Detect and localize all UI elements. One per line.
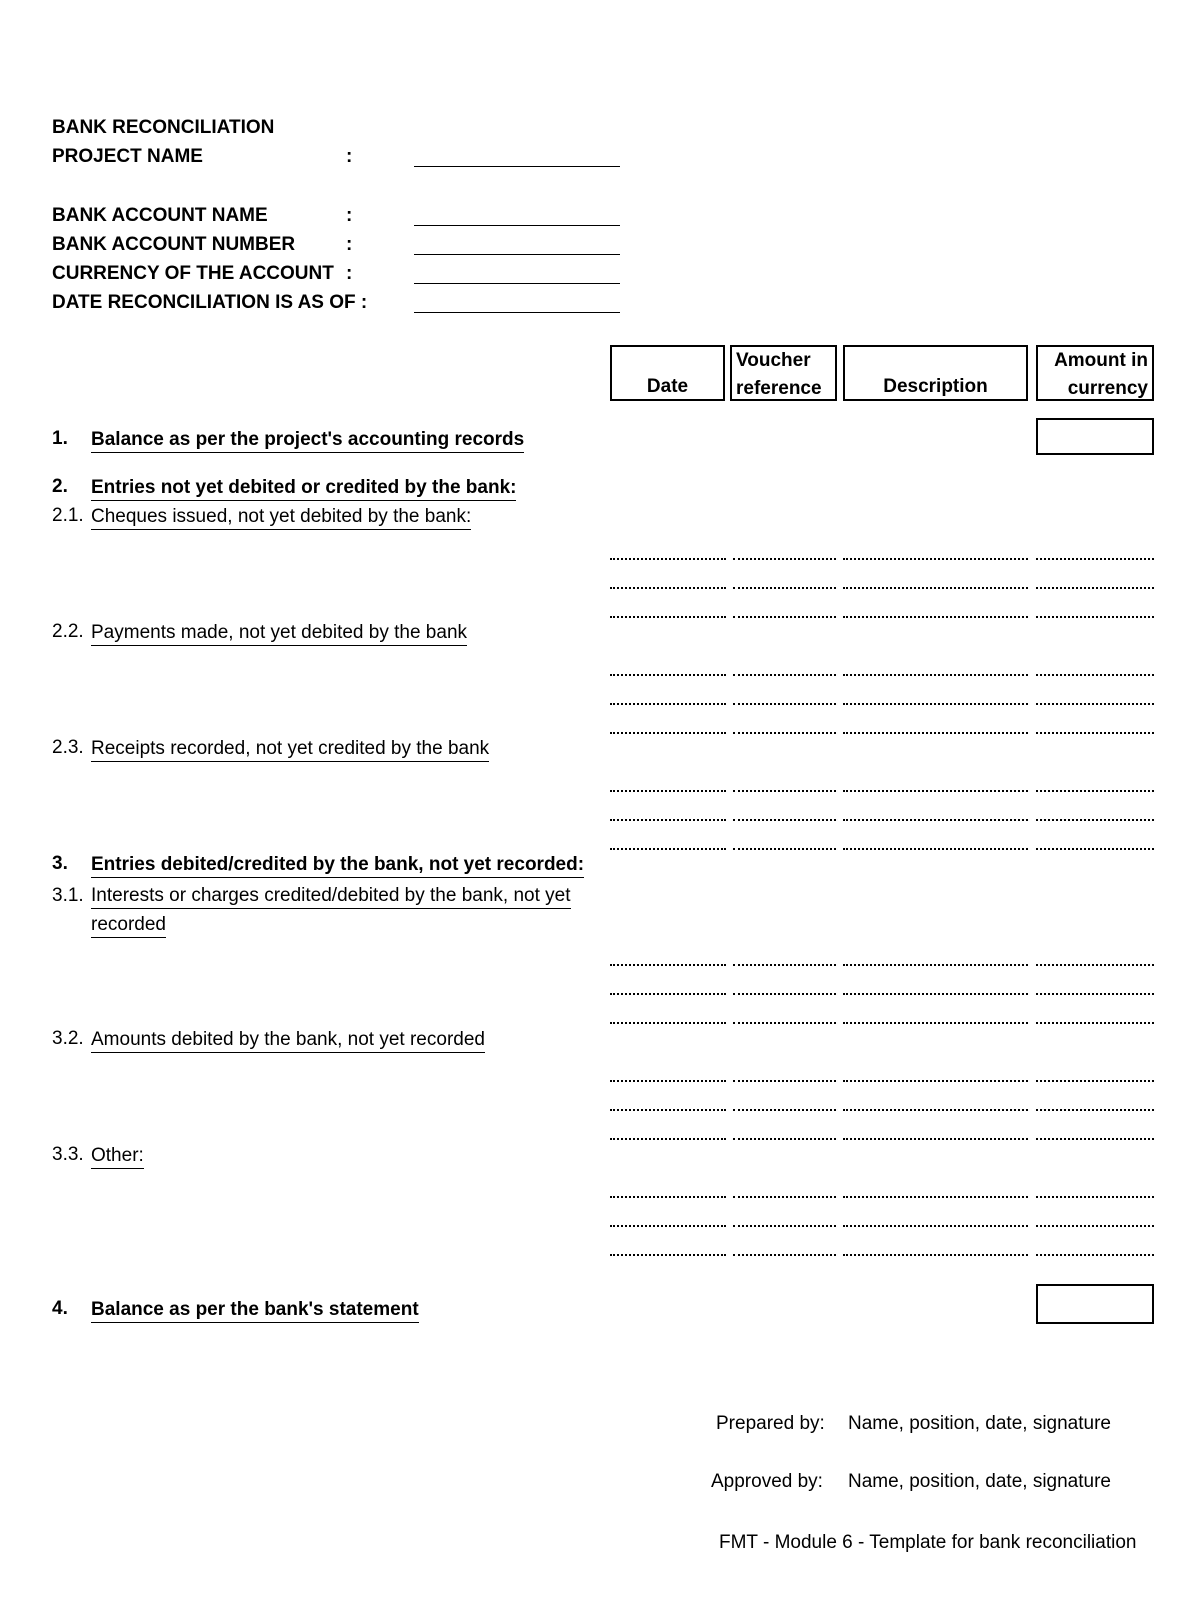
entry-2-2-row-2-voucher-field[interactable] [733,703,836,705]
currency-label: CURRENCY OF THE ACCOUNT [52,263,334,284]
entry-3-2-row-1-voucher-field[interactable] [733,1080,836,1082]
entry-3-3-row-2-date-field[interactable] [610,1225,726,1227]
column-amount-line2: currency [1067,378,1148,399]
entry-2-3-row-3-amount-field[interactable] [1036,848,1154,850]
entry-2-2-row-1-date-field[interactable] [610,674,726,676]
entry-2-2-row-2-date-field[interactable] [610,703,726,705]
entry-3-2-row-3-amount-field[interactable] [1036,1138,1154,1140]
section-4-label: Balance as per the bank's statement [91,1298,419,1323]
entry-2-1-row-1-voucher-field[interactable] [733,558,836,560]
section-3-3-number: 3.3. [52,1144,84,1165]
entry-3-2-row-2-description-field[interactable] [843,1109,1028,1111]
entry-2-1-row-2-voucher-field[interactable] [733,587,836,589]
section-2-3-number: 2.3. [52,737,84,758]
entry-2-1-row-3-description-field[interactable] [843,616,1028,618]
section-3-2-label: Amounts debited by the bank, not yet recorded [91,1028,485,1053]
document-title: BANK RECONCILIATION [52,117,275,138]
entry-3-1-row-1-voucher-field[interactable] [733,964,836,966]
section-2-2-number: 2.2. [52,621,84,642]
section-3-1-label-line2: recorded [91,913,166,938]
entry-2-1-row-3-date-field[interactable] [610,616,726,618]
entry-3-1-row-2-voucher-field[interactable] [733,993,836,995]
section-3-label: Entries debited/credited by the bank, not yet recorded: [91,853,584,878]
entry-2-1-row-2-date-field[interactable] [610,587,726,589]
entry-3-3-row-3-description-field[interactable] [843,1254,1028,1256]
section-2-number: 2. [52,476,68,497]
column-description-label: Description [883,376,988,397]
entry-2-2-row-1-amount-field[interactable] [1036,674,1154,676]
entry-3-2-row-3-description-field[interactable] [843,1138,1028,1140]
section-2-3-label: Receipts recorded, not yet credited by the bank [91,737,489,762]
entry-3-3-row-2-amount-field[interactable] [1036,1225,1154,1227]
entry-2-3-row-1-voucher-field[interactable] [733,790,836,792]
bank-account-number-field[interactable] [414,254,620,255]
column-amount-line1: Amount in [1054,350,1148,371]
section-1-label: Balance as per the project's accounting records [91,428,524,453]
column-header-description [843,345,1028,401]
entry-2-1-row-1-date-field[interactable] [610,558,726,560]
column-voucher-line2: reference [736,378,822,399]
bank-account-name-field[interactable] [414,225,620,226]
project-name-field[interactable] [414,166,620,167]
entry-2-2-row-3-amount-field[interactable] [1036,732,1154,734]
entry-3-2-row-1-amount-field[interactable] [1036,1080,1154,1082]
section-2-label: Entries not yet debited or credited by the bank: [91,476,516,501]
column-header-voucher [730,345,837,401]
module-footer: FMT - Module 6 - Template for bank reconciliation [719,1532,1137,1553]
entry-2-3-row-1-description-field[interactable] [843,790,1028,792]
section-1-number: 1. [52,428,68,449]
entry-3-1-row-3-amount-field[interactable] [1036,1022,1154,1024]
entry-3-2-row-3-date-field[interactable] [610,1138,726,1140]
entry-2-1-row-1-amount-field[interactable] [1036,558,1154,560]
entry-3-3-row-1-voucher-field[interactable] [733,1196,836,1198]
section-4-number: 4. [52,1298,68,1319]
entry-2-3-row-1-date-field[interactable] [610,790,726,792]
entry-2-3-row-2-description-field[interactable] [843,819,1028,821]
currency-field[interactable] [414,283,620,284]
section-2-2-label: Payments made, not yet debited by the bank [91,621,467,646]
entry-3-3-row-3-amount-field[interactable] [1036,1254,1154,1256]
entry-2-1-row-1-description-field[interactable] [843,558,1028,560]
reconciliation-date-label: DATE RECONCILIATION IS AS OF : [52,292,368,313]
bank-account-number-label: BANK ACCOUNT NUMBER [52,234,296,255]
section-3-1-label-line1: Interests or charges credited/debited by the bank, not yet [91,884,571,909]
entry-2-3-row-2-amount-field[interactable] [1036,819,1154,821]
section-3-3-label: Other: [91,1144,144,1169]
entry-2-3-row-3-description-field[interactable] [843,848,1028,850]
column-header-date [610,345,725,401]
entry-3-1-row-2-description-field[interactable] [843,993,1028,995]
entry-3-1-row-3-description-field[interactable] [843,1022,1028,1024]
entry-3-2-row-2-date-field[interactable] [610,1109,726,1111]
entry-2-2-row-2-amount-field[interactable] [1036,703,1154,705]
entry-3-3-row-2-voucher-field[interactable] [733,1225,836,1227]
entry-2-2-row-3-description-field[interactable] [843,732,1028,734]
entry-3-3-row-3-voucher-field[interactable] [733,1254,836,1256]
entry-2-3-row-1-amount-field[interactable] [1036,790,1154,792]
entry-2-1-row-3-amount-field[interactable] [1036,616,1154,618]
bank-account-number-colon: : [346,234,353,255]
prepared-by-value: Name, position, date, signature [848,1413,1111,1434]
section-3-1-number: 3.1. [52,885,84,906]
project-name-colon: : [346,146,353,167]
entry-3-2-row-1-date-field[interactable] [610,1080,726,1082]
entry-3-2-row-2-voucher-field[interactable] [733,1109,836,1111]
entry-3-1-row-3-voucher-field[interactable] [733,1022,836,1024]
approved-by-label: Approved by: [711,1471,823,1492]
entry-2-2-row-3-date-field[interactable] [610,732,726,734]
section-2-1-label: Cheques issued, not yet debited by the bank: [91,505,471,530]
entry-3-2-row-1-description-field[interactable] [843,1080,1028,1082]
entry-2-1-row-2-description-field[interactable] [843,587,1028,589]
entry-3-3-row-1-amount-field[interactable] [1036,1196,1154,1198]
entry-2-3-row-2-voucher-field[interactable] [733,819,836,821]
entry-3-3-row-1-date-field[interactable] [610,1196,726,1198]
entry-2-1-row-2-amount-field[interactable] [1036,587,1154,589]
column-voucher-line1: Voucher [736,350,811,371]
entry-3-1-row-1-date-field[interactable] [610,964,726,966]
project-name-label: PROJECT NAME [52,146,203,167]
entry-3-1-row-2-date-field[interactable] [610,993,726,995]
entry-2-1-row-3-voucher-field[interactable] [733,616,836,618]
section-4-amount-box[interactable] [1036,1284,1154,1324]
column-date-label: Date [646,376,689,397]
entry-3-1-row-3-date-field[interactable] [610,1022,726,1024]
approved-by-value: Name, position, date, signature [848,1471,1111,1492]
entry-2-3-row-3-date-field[interactable] [610,848,726,850]
column-header-amount [1036,345,1154,401]
section-2-1-number: 2.1. [52,505,84,526]
entry-3-1-row-2-amount-field[interactable] [1036,993,1154,995]
entry-3-1-row-1-amount-field[interactable] [1036,964,1154,966]
entry-3-2-row-2-amount-field[interactable] [1036,1109,1154,1111]
prepared-by-label: Prepared by: [716,1413,825,1434]
entry-2-2-row-1-description-field[interactable] [843,674,1028,676]
entry-2-2-row-2-description-field[interactable] [843,703,1028,705]
entry-3-3-row-1-description-field[interactable] [843,1196,1028,1198]
entry-2-3-row-2-date-field[interactable] [610,819,726,821]
bank-account-name-colon: : [346,205,353,226]
section-3-2-number: 3.2. [52,1028,84,1049]
entry-3-3-row-2-description-field[interactable] [843,1225,1028,1227]
entry-3-3-row-3-date-field[interactable] [610,1254,726,1256]
bank-account-name-label: BANK ACCOUNT NAME [52,205,268,226]
currency-colon: : [346,263,353,284]
reconciliation-date-field[interactable] [414,312,620,313]
entry-3-2-row-3-voucher-field[interactable] [733,1138,836,1140]
section-1-amount-box[interactable] [1036,418,1154,455]
entry-3-1-row-1-description-field[interactable] [843,964,1028,966]
entry-2-3-row-3-voucher-field[interactable] [733,848,836,850]
entry-2-2-row-3-voucher-field[interactable] [733,732,836,734]
entry-2-2-row-1-voucher-field[interactable] [733,674,836,676]
section-3-number: 3. [52,853,68,874]
